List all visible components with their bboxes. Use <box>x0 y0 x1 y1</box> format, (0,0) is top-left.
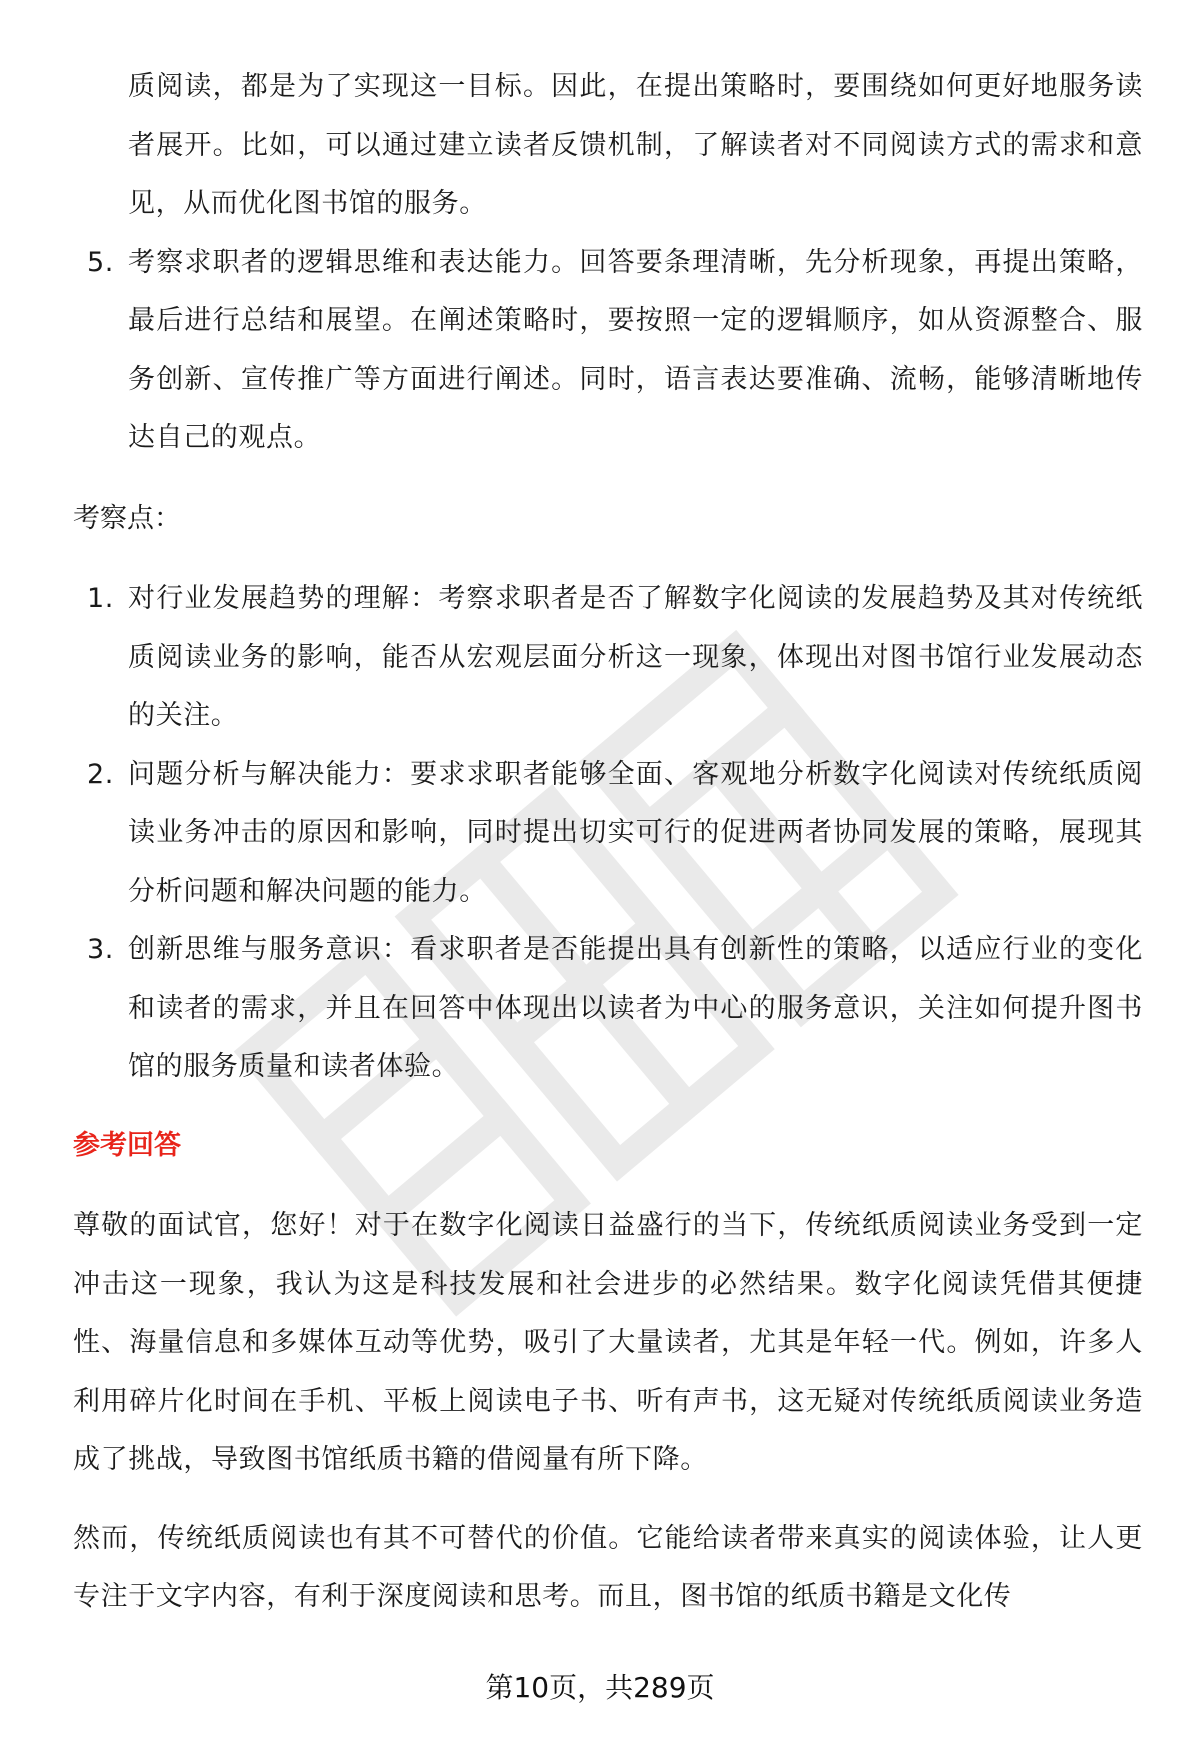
reference-paragraph: 然而，传统纸质阅读也有其不可替代的价值。它能给读者带来真实的阅读体验，让人更专注于文字内容，有利于深度阅读和思考。而且，图书馆的纸质书籍是文化传 <box>73 1522 1143 1612</box>
list-item <box>73 921 1143 1097</box>
list-item-number: 1. <box>87 583 114 614</box>
list-item-number: 2. <box>87 758 114 790</box>
analysis-list <box>73 234 1143 468</box>
list-item-text: 创新思维与服务意识：看求职者是否能提出具有创新性的策略，以适应行业的变化和读者的需求，并且在回答中体现出以读者为中心的服务意识，关注如何提升图书馆的服务质量和读者体验。 <box>128 934 1143 1082</box>
assessment-label: 考察点： <box>73 502 181 534</box>
reference-answer-heading: 参考回答 <box>73 1129 181 1161</box>
list-item-text: 考察求职者的逻辑思维和表达能力。回答要条理清晰，先分析现象，再提出策略，最后进行总结和展望。在阐述策略时，要按照一定的逻辑顺序，如从资源整合、服务创新、宣传推广等方面进行阐述。同时，语言表达要准确、流畅，能够清晰地传达自己的观点。 <box>128 246 1143 453</box>
assessment-list <box>73 570 1143 1097</box>
reference-paragraph: 尊敬的面试官，您好！对于在数字化阅读日益盛行的当下，传统纸质阅读业务受到一定冲击这一现象，我认为这是科技发展和社会进步的必然结果。数字化阅读凭借其便捷性、海量信息和多媒体互动等优势，吸引了大量读者，尤其是年轻一代。例如，许多人利用碎片化时间在手机、平板上阅读电子书、听有声书，这无疑对传统纸质阅读业务造成了挑战，导致图书馆纸质书籍的借阅量有所下降。 <box>73 1210 1143 1475</box>
list-item <box>73 570 1143 746</box>
list-item <box>73 234 1143 468</box>
list-item-text: 问题分析与解决能力：要求求职者能够全面、客观地分析数字化阅读对传统纸质阅读业务冲击的原因和影响，同时提出切实可行的促进两者协同发展的策略，展现其分析问题和解决问题的能力。 <box>128 758 1143 907</box>
page-footer: 第10页，共289页 <box>485 1671 715 1704</box>
list-item-text: 对行业发展趋势的理解：考察求职者是否了解数字化阅读的发展趋势及其对传统纸质阅读业务的影响，能否从宏观层面分析这一现象，体现出对图书馆行业发展动态的关注。 <box>128 583 1143 731</box>
continued-paragraph: 质阅读，都是为了实现这一目标。因此，在提出策略时，要围绕如何更好地服务读者展开。比如，可以通过建立读者反馈机制，了解读者对不同阅读方式的需求和意见，从而优化图书馆的服务。 <box>128 71 1143 219</box>
list-item-number: 3. <box>87 934 114 965</box>
list-item <box>73 746 1143 922</box>
list-item-number: 5. <box>87 246 114 278</box>
document-body <box>73 58 1143 1647</box>
